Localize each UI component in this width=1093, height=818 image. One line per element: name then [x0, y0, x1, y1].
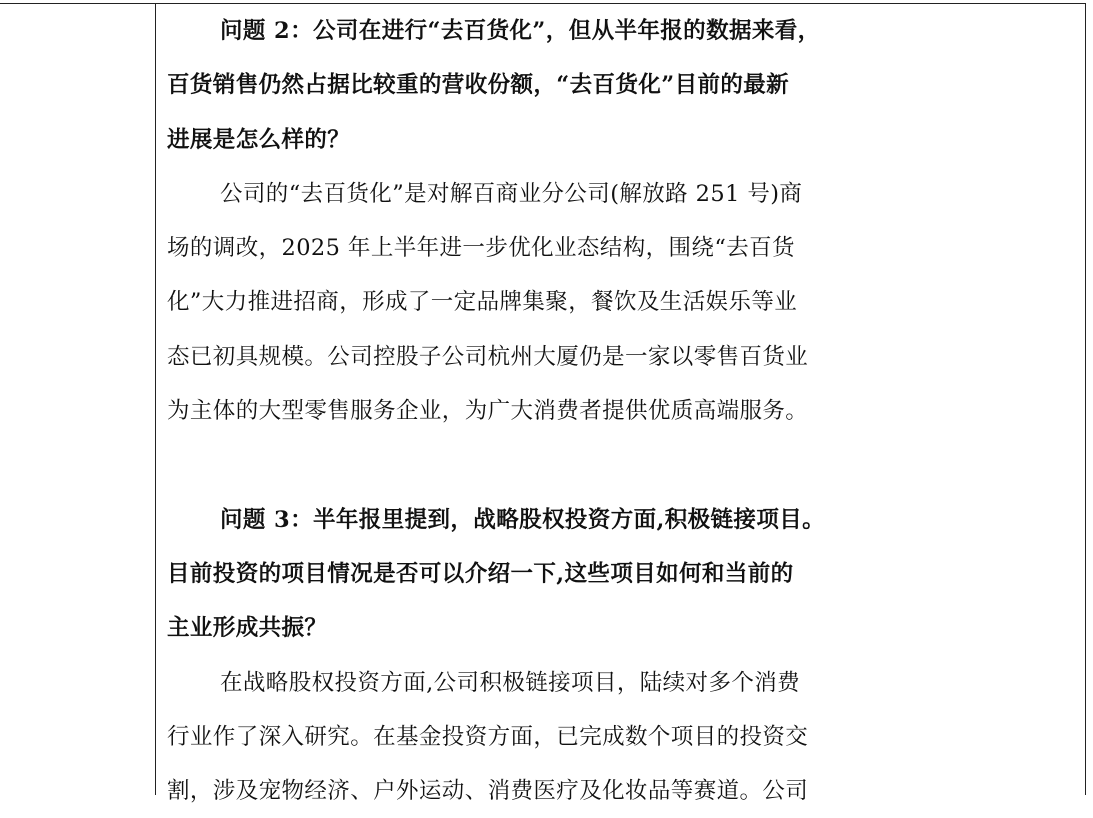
answer-3 [167, 656, 912, 818]
question-2 [167, 4, 912, 167]
answer-2 [167, 167, 912, 438]
answer-2-line-2: 场的调改，2025 年上半年进一步优化业态结构，围绕“去百货 [167, 235, 795, 262]
question-2-line-1: 问题 2：公司在进行“去百货化”，但从半年报的数据来看， [220, 18, 821, 44]
answer-3-line-3: 割，涉及宠物经济、户外运动、消费医疗及化妆品等赛道。公司 [167, 778, 809, 805]
question-2-line-2: 百货销售仍然占据比较重的营收份额，“去百货化”目前的最新 [167, 72, 790, 99]
question-2-line-3: 进展是怎么样的？ [167, 126, 351, 153]
table-content-cell [167, 4, 912, 818]
answer-2-line-1: 公司的“去百货化”是对解百商业分公司(解放路 251 号)商 [220, 180, 803, 207]
table-left-cell [0, 4, 155, 795]
answer-2-line-3: 化”大力推进招商，形成了一定品牌集聚，餐饮及生活娱乐等业 [167, 289, 798, 316]
table-right-border [1085, 3, 1086, 795]
paragraph-gap [167, 438, 912, 492]
answer-3-line-2: 行业作了深入研究。在基金投资方面，已完成数个项目的投资交 [167, 723, 809, 750]
answer-2-line-4: 态已初具规模。公司控股子公司杭州大厦仍是一家以零售百货业 [167, 343, 809, 370]
answer-2-line-5: 为主体的大型零售服务企业，为广大消费者提供优质高端服务。 [167, 398, 809, 425]
question-3-line-1: 问题 3：半年报里提到，战略股权投资方面,积极链接项目。 [220, 506, 826, 533]
question-3 [167, 493, 912, 656]
answer-3-line-1: 在战略股权投资方面,公司积极链接项目，陆续对多个消费 [220, 669, 801, 696]
table-column-divider [155, 3, 156, 795]
question-3-line-3: 主业形成共振？ [167, 615, 328, 642]
question-3-line-2: 目前投资的项目情况是否可以介绍一下,这些项目如何和当前的 [167, 560, 794, 587]
